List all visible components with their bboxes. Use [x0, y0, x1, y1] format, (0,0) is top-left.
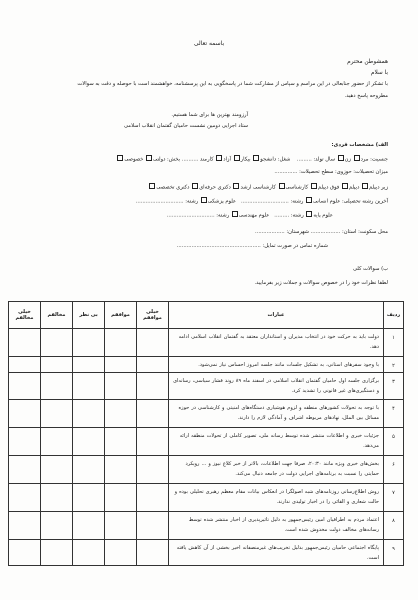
field-basic-label: علوم پایه [313, 212, 333, 219]
answer-cell-disagree[interactable] [41, 540, 73, 566]
answer-cell-agree[interactable] [105, 400, 137, 428]
job-student-checkbox[interactable] [253, 155, 259, 161]
education-option-checkbox[interactable] [233, 183, 239, 189]
answer-cell-disagree[interactable] [41, 329, 73, 357]
section-b-instruction: لطفا نظرات خود را در خصوص سوالات و جملات زیر بفرمایید. [254, 280, 388, 286]
invocation: باسمه تعالی [193, 40, 225, 47]
answer-cell-disagree[interactable] [41, 456, 73, 484]
statement-text: با وجود سفرهای استانی، به تشکیل جلسات مانند جلسه امروز احساس نیاز نمی‌شود. [169, 357, 384, 373]
education-options-row [148, 183, 388, 191]
table-row [9, 400, 404, 428]
field-basic-checkbox[interactable] [306, 211, 312, 217]
section-b-title: ب) سوالات کلی [352, 266, 388, 272]
greeting: با سلام [370, 70, 388, 76]
field-humanities-checkbox[interactable] [306, 197, 312, 203]
gender-female-checkbox[interactable] [338, 155, 344, 161]
field-row-2 [167, 211, 333, 219]
row-number: ۹ [384, 540, 404, 566]
education-option-label: کارشناسی [285, 184, 309, 191]
statement-text: روش اطلاع‌رسانی روزنامه‌های شبه اصولگرا در انعکاس بیانات مقام معظم رهبری تحلیلی بوده و حالت شعاری و القائی را در اخبار تولیدی ندارند. [169, 484, 384, 512]
answer-cell-no-opinion[interactable] [73, 428, 105, 456]
statement-text: اعتماد مردم به اطرافیان امین رئیس‌جمهور به دلیل تاثیرپذیری از اخبار منتشر شده توسط رسانه‌های مخالف دولت مخدوش شده است. [169, 512, 384, 540]
row-number: ۸ [384, 512, 404, 540]
answer-cell-agree[interactable] [105, 428, 137, 456]
answer-cell-strongly-disagree[interactable] [9, 484, 41, 512]
table-row [9, 540, 404, 566]
answer-cell-disagree[interactable] [41, 428, 73, 456]
row-number: ۴ [384, 400, 404, 428]
row-number: ۷ [384, 484, 404, 512]
gender-row [116, 155, 388, 163]
salutation: همشوطن محترم [347, 59, 388, 65]
row-number: ۵ [384, 428, 404, 456]
header-no-opinion: بی نظر [73, 302, 105, 329]
sector-government-checkbox[interactable] [146, 155, 152, 161]
field-medical-label: علوم پزشکی [207, 198, 237, 205]
row-number: ۳ [384, 373, 404, 400]
answer-cell-disagree[interactable] [41, 400, 73, 428]
table-row [9, 512, 404, 540]
answer-cell-strongly-agree[interactable] [137, 540, 169, 566]
field-medical-input[interactable]: رشته: ............................. [135, 198, 199, 205]
table-row [9, 373, 404, 400]
education-option-label: دیپلم [348, 184, 360, 191]
education-option-checkbox[interactable] [362, 183, 368, 189]
answer-cell-strongly-agree[interactable] [137, 512, 169, 540]
answer-cell-agree[interactable] [105, 456, 137, 484]
education-title: میزان تحصیلات: حوزوی: سطح تحصیلات: .............. [274, 169, 388, 175]
field-engineering-label: علوم مهندسی [238, 212, 270, 219]
field-medical-checkbox[interactable] [201, 197, 207, 203]
statement-text: دولت باید به حرکت خود در انتخاب مدیران و استانداران معتقد به گفتمان انقلاب اسلامی ادامه دهد. [169, 329, 384, 357]
wishes-text: آرزومند بهترین ها برای شما هستیم. [171, 112, 248, 118]
education-option-checkbox[interactable] [279, 183, 285, 189]
answer-cell-strongly-agree[interactable] [137, 428, 169, 456]
answer-cell-agree[interactable] [105, 373, 137, 400]
row-number: ۲ [384, 357, 404, 373]
answer-cell-no-opinion[interactable] [73, 373, 105, 400]
education-option-checkbox[interactable] [342, 183, 348, 189]
answer-cell-strongly-disagree[interactable] [9, 373, 41, 400]
answer-cell-strongly-agree[interactable] [137, 373, 169, 400]
statement-text: پایگاه اجتماعی حامیان رئیس‌جمهور بدلیل تخریب‌های غیرمنصفانه اخیر بخشی از آن کاهش یافته است. [169, 540, 384, 566]
answer-cell-strongly-agree[interactable] [137, 400, 169, 428]
answer-cell-strongly-agree[interactable] [137, 357, 169, 373]
answer-cell-no-opinion[interactable] [73, 329, 105, 357]
gender-label: جنسیت: مرد [360, 156, 388, 163]
job-free-checkbox[interactable] [216, 155, 222, 161]
answer-cell-agree[interactable] [105, 329, 137, 357]
education-option-label: فوق دیپلم [317, 184, 340, 191]
field-engineering-checkbox[interactable] [232, 211, 238, 217]
section-a-title: الف) مشخصات فردی: [331, 142, 388, 148]
job-employee-label[interactable]: کارمند .......... [181, 156, 214, 163]
answer-cell-strongly-agree[interactable] [137, 329, 169, 357]
table-row [9, 329, 404, 357]
answer-cell-agree[interactable] [105, 540, 137, 566]
education-option-label: دکتری تخصصی [156, 184, 190, 191]
job-unemployed-checkbox[interactable] [234, 155, 240, 161]
answer-cell-disagree[interactable] [41, 484, 73, 512]
answer-cell-disagree[interactable] [41, 512, 73, 540]
gender-female-label: زن [344, 156, 351, 163]
answer-cell-no-opinion[interactable] [73, 400, 105, 428]
answer-cell-no-opinion[interactable] [73, 357, 105, 373]
table-row [9, 484, 404, 512]
answer-cell-strongly-disagree[interactable] [9, 540, 41, 566]
statement-text: بخش‌های خبری ویژه مانند ۲۰:۳۰، صرفا جهت اطلاعات، بالاتر از خبر کلاغ نیوز و ... رویکرد حمایتی را نسبت به برنامه‌های اجرایی دولت در جامعه دنبال می‌کند. [169, 456, 384, 484]
answer-cell-agree[interactable] [105, 484, 137, 512]
field-title: آخرین رشته تحصیلی: علوم انسانی [313, 198, 388, 205]
answer-cell-strongly-disagree[interactable] [9, 357, 41, 373]
answer-cell-disagree[interactable] [41, 373, 73, 400]
statement-text: جزئیات خبری و اطلاعات منتشر شده توسط رسانه ملی، تصویر کاملی از تحولات منطقه ارائه می‌دهد. [169, 428, 384, 456]
answer-cell-strongly-agree[interactable] [137, 456, 169, 484]
answer-cell-no-opinion[interactable] [73, 456, 105, 484]
education-option-checkbox[interactable] [192, 183, 198, 189]
contact-field[interactable]: شماره تماس در صورت تمایل: ................................................... [176, 243, 328, 249]
answer-cell-strongly-disagree[interactable] [9, 400, 41, 428]
questions-table-body [9, 329, 404, 566]
education-option-label: زیر دیپلم [369, 184, 388, 191]
field-basic-input[interactable]: رشته: ......... [274, 212, 304, 219]
job-sector-label: بخش: دولتی [153, 156, 181, 163]
sector-private-label: خصوصی [124, 156, 144, 163]
row-number: ۱ [384, 329, 404, 357]
education-option-checkbox[interactable] [311, 183, 317, 189]
table-row [9, 428, 404, 456]
header-disagree: مخالفم [41, 302, 73, 329]
answer-cell-no-opinion[interactable] [73, 540, 105, 566]
intro-text-2: مطروحه پاسخ دهید. [344, 93, 388, 99]
header-strongly-disagree: خیلی مخالفم [9, 302, 41, 329]
field-humanities-input[interactable]: رشته: ............................. [241, 198, 304, 205]
answer-cell-no-opinion[interactable] [73, 512, 105, 540]
answer-cell-strongly-disagree[interactable] [9, 512, 41, 540]
header-row-number: ردیف [384, 302, 404, 329]
row-number: ۶ [384, 456, 404, 484]
answer-cell-strongly-disagree[interactable] [9, 456, 41, 484]
signature-text: ستاد اجرایی دومین نشست حامیان گفتمان انقلاب اسلامی [123, 123, 248, 129]
answer-cell-strongly-agree[interactable] [137, 484, 169, 512]
table-row [9, 456, 404, 484]
statement-text: برگزاری جلسه اول حامیان گفتمان انقلاب اسلامی در اسفند ماه ۸۹ روند فشار سیاسی، رسانه‌ای و دستگیری‌های غیر قانونی را تشدید کرد. [169, 373, 384, 400]
answer-cell-agree[interactable] [105, 357, 137, 373]
field-engineering-input[interactable]: رشته: ............................. [166, 212, 230, 219]
sector-private-checkbox[interactable] [117, 155, 123, 161]
questions-table [8, 301, 404, 566]
job-label: شغل: دانشجو [260, 156, 291, 163]
table-header-row [9, 302, 404, 329]
header-strongly-agree: خیلی موافقم [137, 302, 169, 329]
answer-cell-agree[interactable] [105, 512, 137, 540]
birth-year-field[interactable]: سال تولد: ......... [296, 156, 335, 163]
education-option-label: کارشناسی ارشد [240, 184, 276, 191]
header-agree: موافقم [105, 302, 137, 329]
job-free-label: آزاد [223, 156, 231, 163]
field-row-1 [136, 197, 388, 205]
answer-cell-strongly-disagree[interactable] [9, 428, 41, 456]
header-statements: عبارات [169, 302, 384, 329]
answer-cell-no-opinion[interactable] [73, 484, 105, 512]
answer-cell-disagree[interactable] [41, 357, 73, 373]
intro-text-1: با تشکر از حضور جنابعالی در این مراسم و سپاس از مشارکت شما در پاسخگویی به این پرسشنامه، خواهشمند است با حوصله و دقت به سوالات [77, 81, 388, 87]
education-option-checkbox[interactable] [149, 183, 155, 189]
gender-male-checkbox[interactable] [354, 155, 360, 161]
answer-cell-strongly-disagree[interactable] [9, 329, 41, 357]
statement-text: با توجه به تحولات کشورهای منطقه و لزوم هوشیاری دستگاه‌های امنیتی و کارشناسی در حوزه مسائل بین الملل، نهادهای مربوطه اشراف و آمادگی لازم را دارند. [169, 400, 384, 428]
residence-field[interactable]: محل سکونت: استان: .................. شهرستان: .................. [255, 229, 388, 235]
job-unemployed-label: بیکار [240, 156, 251, 163]
table-row [9, 357, 404, 373]
education-option-label: دکتری حرفه‌ای [199, 184, 231, 191]
